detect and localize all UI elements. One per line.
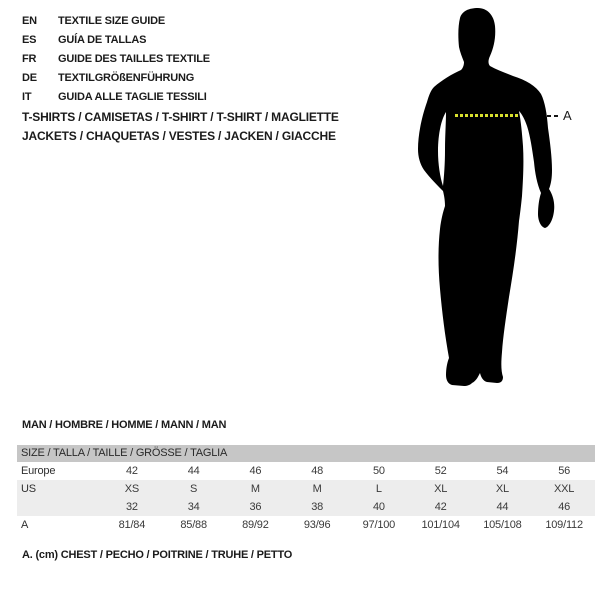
size-cell: 38 bbox=[311, 501, 324, 513]
size-cell: 105/108 bbox=[483, 519, 522, 531]
size-cell: 46 bbox=[558, 501, 571, 513]
table-row-europe bbox=[17, 462, 595, 480]
language-label: GUIDE DES TAILLES TEXTILE bbox=[58, 53, 210, 65]
size-cell: XL bbox=[434, 483, 448, 495]
measurement-footnote: A. (cm) CHEST / PECHO / POITRINE / TRUHE / PETTO bbox=[22, 549, 293, 561]
size-cell: 93/96 bbox=[303, 519, 331, 531]
size-row-label bbox=[17, 498, 101, 516]
size-cell: M bbox=[312, 483, 322, 495]
category-jackets: JACKETS / CHAQUETAS / VESTES / JACKEN / GIACCHE bbox=[22, 129, 336, 143]
size-cell: 32 bbox=[125, 501, 138, 513]
size-cell: 46 bbox=[249, 465, 262, 477]
language-label: GUIDA ALLE TAGLIE TESSILI bbox=[58, 91, 207, 103]
language-row bbox=[22, 69, 210, 88]
size-cell: 52 bbox=[434, 465, 447, 477]
measure-label-a: A bbox=[563, 108, 572, 123]
size-cell: XL bbox=[495, 483, 509, 495]
measure-callout-dashes bbox=[547, 115, 561, 117]
size-cell: 85/88 bbox=[180, 519, 207, 531]
language-code: DE bbox=[22, 72, 37, 84]
size-cell: L bbox=[375, 483, 382, 495]
size-cell: 36 bbox=[249, 501, 262, 513]
language-row bbox=[22, 50, 210, 69]
man-silhouette bbox=[410, 2, 570, 394]
size-cell: 40 bbox=[372, 501, 385, 513]
size-cell: 34 bbox=[187, 501, 200, 513]
size-row-label: Europe bbox=[21, 465, 56, 477]
size-cell: XS bbox=[124, 483, 140, 495]
language-row bbox=[22, 31, 210, 50]
size-cell: 50 bbox=[372, 465, 385, 477]
size-cell: 44 bbox=[496, 501, 509, 513]
size-cell: 42 bbox=[434, 501, 447, 513]
language-row bbox=[22, 88, 210, 107]
category-lines bbox=[22, 108, 339, 146]
language-code: EN bbox=[22, 15, 37, 27]
size-row-label: US bbox=[21, 483, 36, 495]
size-table bbox=[17, 462, 595, 534]
size-cell: 56 bbox=[558, 465, 571, 477]
size-cell: S bbox=[190, 483, 198, 495]
size-cell: 109/112 bbox=[545, 519, 583, 531]
table-row-chest-a bbox=[17, 516, 595, 534]
language-label: TEXTILE SIZE GUIDE bbox=[58, 15, 166, 27]
language-code: IT bbox=[22, 91, 32, 103]
size-cell: 89/92 bbox=[242, 519, 269, 531]
language-row bbox=[22, 12, 210, 31]
table-row-us bbox=[17, 480, 595, 498]
language-code: ES bbox=[22, 34, 37, 46]
language-label: TEXTILGRÖßENFÜHRUNG bbox=[58, 72, 195, 84]
language-code: FR bbox=[22, 53, 37, 65]
size-cell: 42 bbox=[125, 465, 138, 477]
size-cell: 81/84 bbox=[118, 519, 146, 531]
size-row-label: A bbox=[21, 519, 29, 531]
table-row-numeric bbox=[17, 498, 595, 516]
category-tshirts: T-SHIRTS / CAMISETAS / T-SHIRT / T-SHIRT / MAGLIETTE bbox=[22, 110, 339, 124]
section-title-man: MAN / HOMBRE / HOMME / MANN / MAN bbox=[22, 419, 227, 431]
language-list bbox=[22, 12, 210, 107]
size-cell: 54 bbox=[496, 465, 509, 477]
language-label: GUÍA DE TALLAS bbox=[58, 34, 147, 46]
size-cell: 44 bbox=[187, 465, 200, 477]
size-table-header: SIZE / TALLA / TAILLE / GRÖSSE / TAGLIA bbox=[17, 445, 595, 462]
size-cell: XXL bbox=[554, 483, 575, 495]
size-cell: 48 bbox=[311, 465, 324, 477]
size-cell: 97/100 bbox=[362, 519, 396, 531]
chest-measure-dashed-line bbox=[455, 114, 518, 117]
size-cell: M bbox=[250, 483, 260, 495]
size-cell: 101/104 bbox=[421, 519, 460, 531]
